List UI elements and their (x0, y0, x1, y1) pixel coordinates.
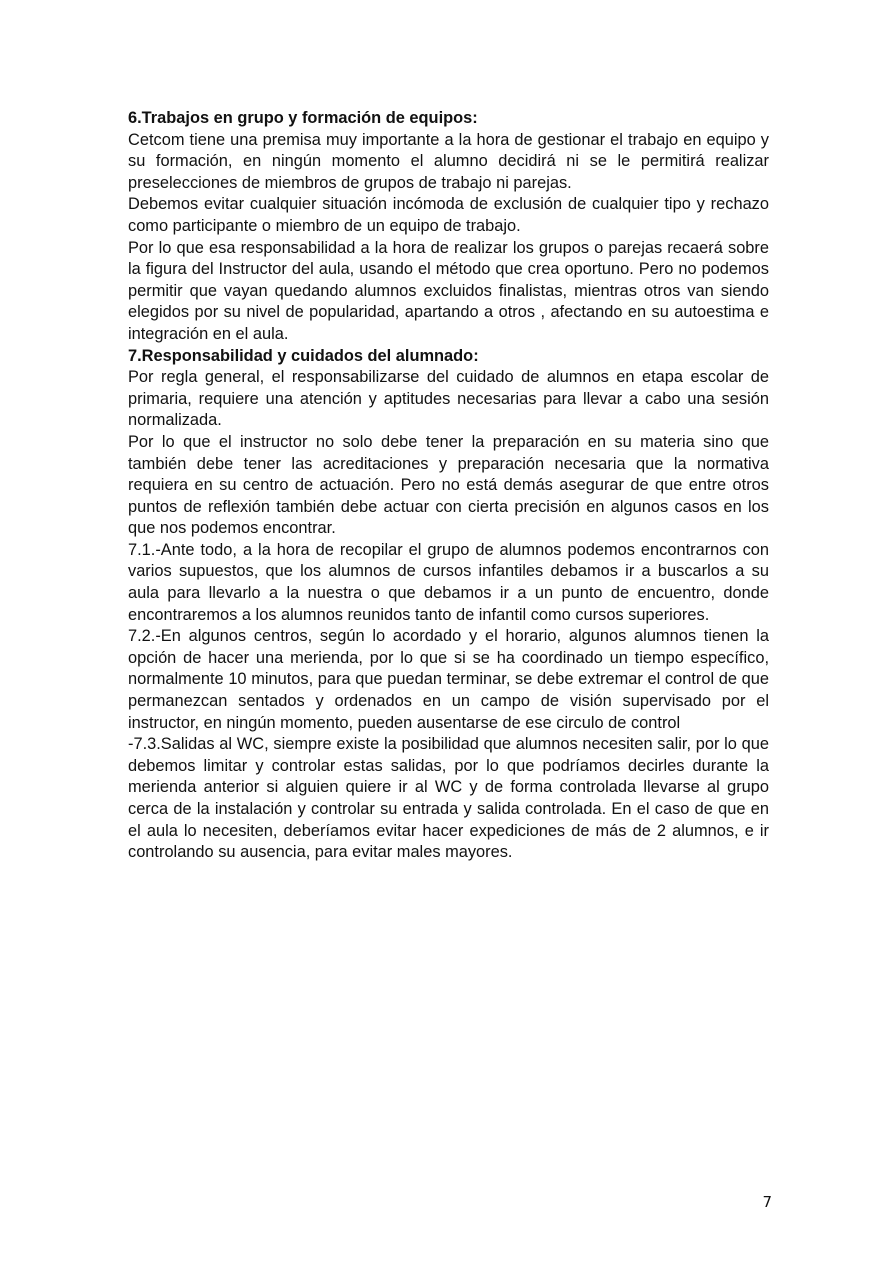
section-7-paragraph-2: Por lo que el instructor no solo debe tener la preparación en su materia sino que también debe tener las acreditaciones y preparación necesaria que la normativa requiera en su centro de actuación. Pero no está demás asegurar de que entre otros puntos de reflexión también debe actuar con cierta precisión en algunos casos en los que nos podemos encontrar. (128, 432, 769, 538)
page-content (128, 108, 769, 864)
section-7-paragraph-5: -7.3.Salidas al WC, siempre existe la posibilidad que alumnos necesiten salir, por lo que debemos limitar y controlar estas salidas, por lo que podríamos decirles durante la merienda anterior si alguien quiere ir al WC y de forma controlada llevarse al grupo cerca de la instalación y controlar su entrada y salida controlada. En el caso de que en el aula lo necesiten, deberíamos evitar hacer expediciones de más de 2 alumnos, e ir controlando su ausencia, para evitar males mayores. (128, 735, 769, 862)
section-6-paragraph-3: Por lo que esa responsabilidad a la hora de realizar los grupos o parejas recaerá sobre la figura del Instructor del aula, usando el método que crea oportuno. Pero no podemos permitir que vayan quedando alumnos excluidos finalistas, mientras otros van siendo elegidos por su nivel de popularidad, apartando a otros , afectando en su autoestima e integración en el aula. (128, 238, 769, 343)
section-7-paragraph-4: 7.2.-En algunos centros, según lo acordado y el horario, algunos alumnos tienen la opción de hacer una merienda, por lo que si se ha coordinado un tiempo específico, normalmente 10 minutos, para que puedan terminar, se debe extremar el control de que permanezcan sentados y ordenados en un campo de visión supervisado por el instructor, en ningún momento, pueden ausentarse de ese circulo de control (128, 627, 769, 732)
section-7-heading: 7.Responsabilidad y cuidados del alumnado: (128, 346, 479, 365)
section-7-paragraph-1: Por regla general, el responsabilizarse del cuidado de alumnos en etapa escolar de primaria, requiere una atención y aptitudes necesarias para llevar a cabo una sesión normalizada. (128, 368, 769, 430)
section-6-paragraph-1: Cetcom tiene una premisa muy importante a la hora de gestionar el trabajo en equipo y su formación, en ningún momento el alumno decidirá ni se le permitirá realizar preselecciones de miembros de grupos de trabajo ni parejas. (128, 130, 769, 192)
section-6-heading: 6.Trabajos en grupo y formación de equipos: (128, 109, 478, 127)
section-7-paragraph-3: 7.1.-Ante todo, a la hora de recopilar el grupo de alumnos podemos encontrarnos con varios supuestos, que los alumnos de cursos infantiles debamos ir a buscarlos a su aula para llevarlo a la nuestra o que debamos ir a un punto de encuentro, donde encontraremos a los alumnos reunidos tanto de infantil como cursos superiores. (128, 540, 769, 624)
section-6-paragraph-2: Debemos evitar cualquier situación incómoda de exclusión de cualquier tipo y rechazo como participante o miembro de un equipo de trabajo. (128, 195, 769, 235)
page-number: 7 (762, 1193, 772, 1211)
